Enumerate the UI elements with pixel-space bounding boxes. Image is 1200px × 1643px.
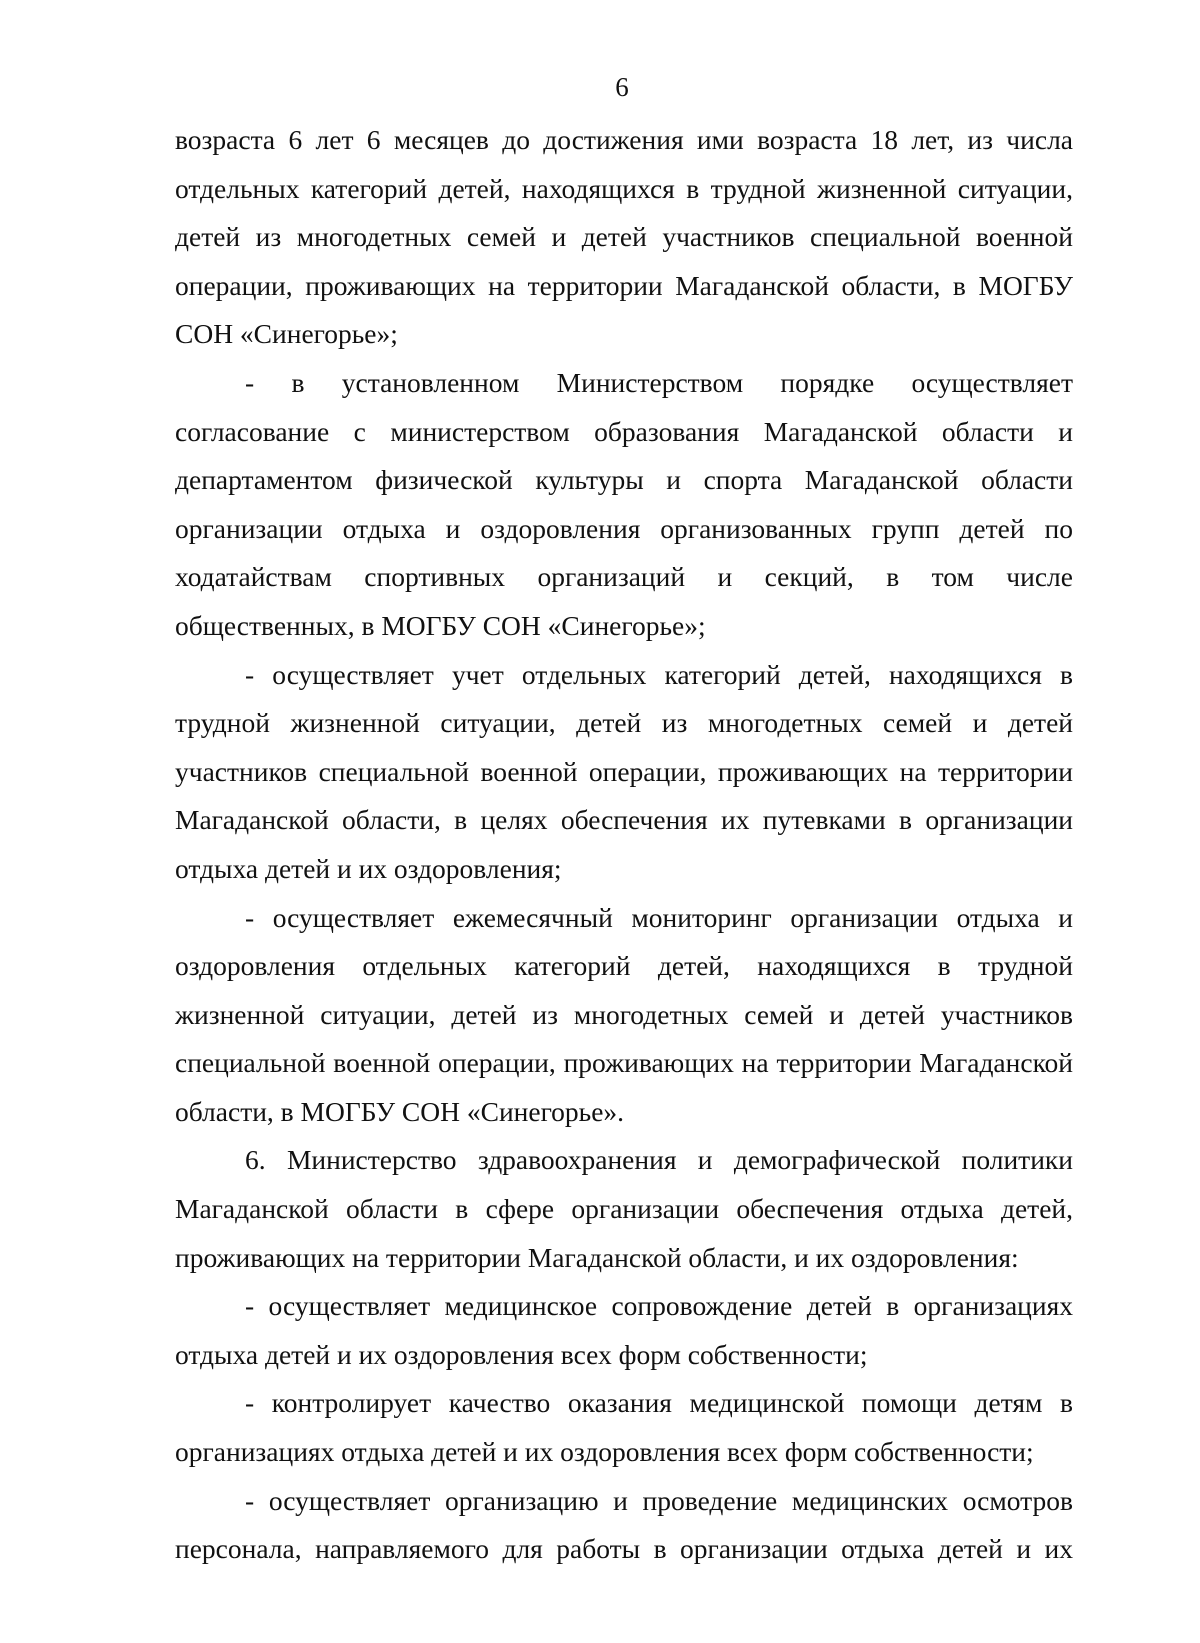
- paragraph-accounting: - осуществляет учет отдельных категорий детей, находящихся в трудной жизненной ситуации, детей из многодетных семей и детей участников специальной военной операции, проживающих на территории Магаданской области, в целях обеспечения их путевками в организации отдыха детей и их оздоровления;: [175, 658, 1073, 884]
- paragraph-medical-support: - осуществляет медицинское сопровождение детей в организациях отдыха детей и их оздоровления всех форм собственности;: [175, 1290, 1073, 1370]
- page-number: 6: [615, 72, 629, 102]
- document-body: [175, 116, 1073, 1574]
- paragraph-approval-groups: - в установленном Министерством порядке осуществляет согласование с министерством образования Магаданской области и департаментом физической культуры и спорта Магаданской области организации отдыха и оздоровления организованных групп детей по ходатайствам спортивных организаций и секций, в том числе общественных, в МОГБУ СОН «Синегорье»;: [175, 366, 1073, 641]
- paragraph-item-6-heading: 6. Министерство здравоохранения и демографической политики Магаданской области в сфере организации обеспечения отдыха детей, проживающих на территории Магаданской области, и их оздоровления:: [175, 1144, 1073, 1273]
- paragraph-continuation: возраста 6 лет 6 месяцев до достижения ими возраста 18 лет, из числа отдельных категорий детей, находящихся в трудной жизненной ситуации, детей из многодетных семей и детей участников специальной военной операции, проживающих на территории Магаданской области, в МОГБУ СОН «Синегорье»;: [175, 124, 1073, 350]
- paragraph-medical-exams: - осуществляет организацию и проведение медицинских осмотров персонала, направляемого для работы в организации отдыха детей и их: [175, 1484, 1073, 1565]
- paragraph-monitoring: - осуществляет ежемесячный мониторинг организации отдыха и оздоровления отдельных категорий детей, находящихся в трудной жизненной ситуации, детей из многодетных семей и детей участников специальной военной операции, проживающих на территории Магаданской области, в МОГБУ СОН «Синегорье».: [175, 901, 1073, 1127]
- paragraph-quality-control: - контролирует качество оказания медицинской помощи детям в организациях отдыха детей и их оздоровления всех форм собственности;: [175, 1387, 1073, 1468]
